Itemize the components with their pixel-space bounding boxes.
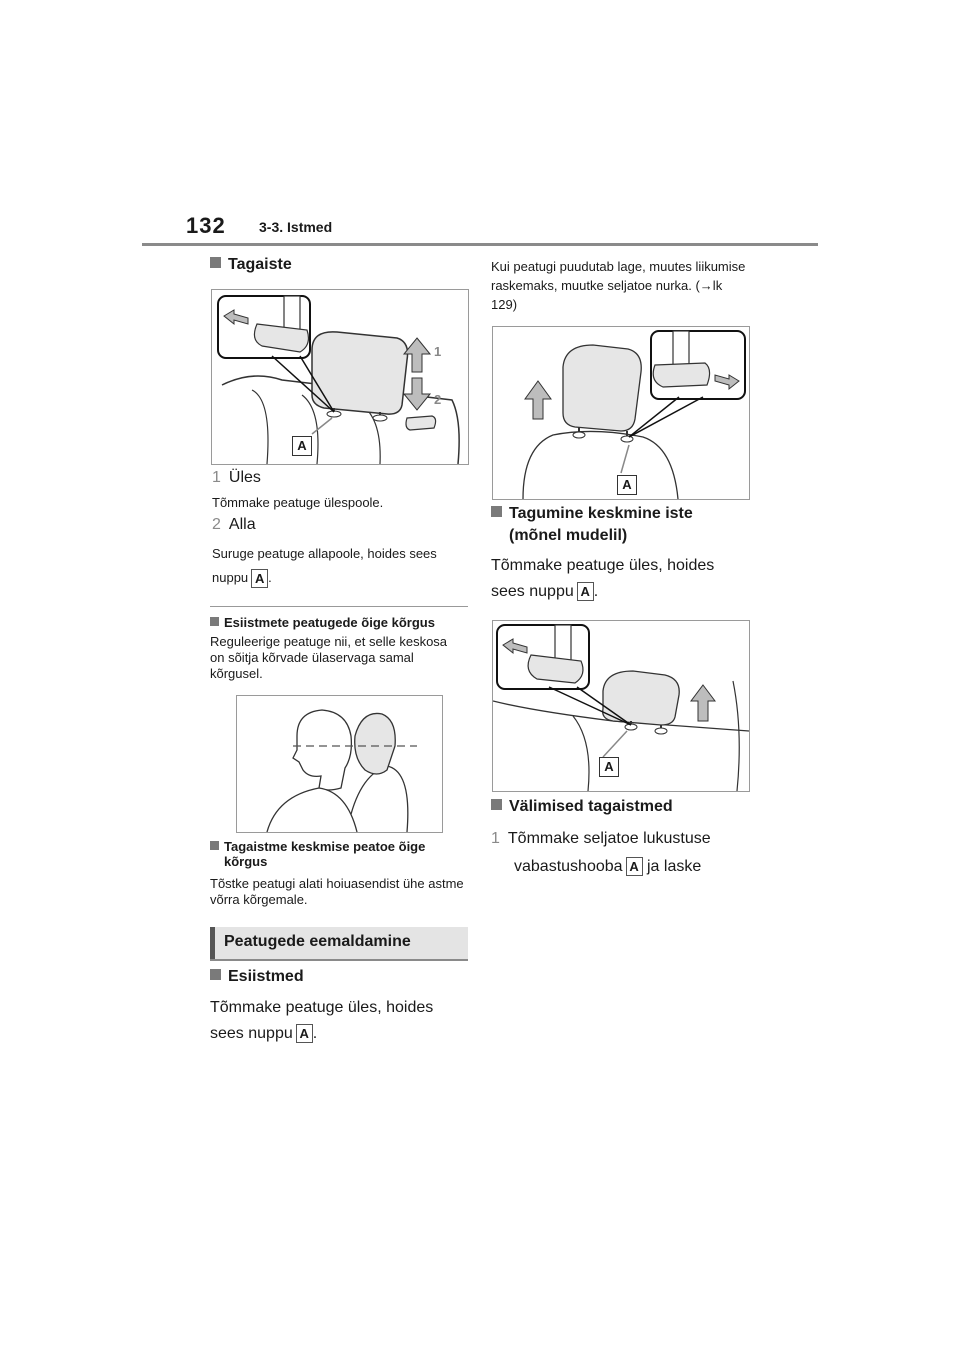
middle-text-line2: sees nuppu A . [491,583,599,600]
intro-ceiling-note: Kui peatugi puudutab lage, muutes liikumise raskemaks, muutke seljatoe nurka. (→lk 129) [491,259,746,312]
square-bullet-icon [210,841,219,850]
outer-step-1-line1: 1 Tõmmake seljatoe lukustuse [491,830,711,847]
button-a-badge: A [251,569,268,588]
step-2-text-cont: nuppu A . [212,570,272,587]
esiistmed-text-line1: Tõmmake peatuge üles, hoides [210,999,434,1016]
square-bullet-icon [491,799,502,810]
step-2-text: Suruge peatuge allapoole, hoides sees [212,546,437,561]
button-a-badge: A [626,857,643,876]
step-1-text: Tõmmake peatuge ülespoole. [212,495,384,510]
outer-step-1-line2: vabastushooba A ja laske [514,858,702,875]
figure-arrow-label-1: 1 [434,344,442,359]
figure-middle-headrest-removal [492,620,750,792]
square-bullet-icon [210,969,221,980]
heading-outer-seats: Välimised tagaistmed [491,798,673,816]
heading-middle-seat: Tagumine keskmine iste [491,505,693,523]
note-text-rear-middle: Tõstke peatugi alati hoiuasendist ühe astme võrra kõrgemale. [210,876,464,907]
square-bullet-icon [491,506,502,517]
button-a-badge: A [296,1024,313,1043]
figure-headrest-height-profile [236,695,443,833]
step-2-title: 2 Alla [212,516,256,533]
note-divider [210,606,468,607]
heading-tagaiste: Tagaiste [210,256,292,274]
square-bullet-icon [210,257,221,268]
note-heading-front-height: Esiistmete peatugede õige kõrgus [210,615,470,631]
section-title: 3-3. Istmed [259,219,333,235]
step-1-title: 1 Üles [212,469,261,486]
square-bullet-icon [210,617,219,626]
figure-front-headrest-removal [492,326,750,500]
heading-middle-seat-cont: (mõnel mudelil) [509,527,628,544]
page-number: 132 [186,213,226,238]
figure-callout-a: A [599,757,619,777]
section-heading-removal: Peatugede eemaldamine [210,927,468,959]
figure-arrow-label-2: 2 [434,392,442,407]
middle-text-line1: Tõmmake peatuge üles, hoides [491,557,715,574]
note-heading-rear-middle-cont: kõrgus [224,854,268,869]
figure-callout-a: A [292,436,312,456]
note-text-front-height: Reguleerige peatuge nii, et selle keskosa on sõitja kõrvade ülaservaga samal kõrgusel. [210,634,448,681]
note-heading-rear-middle: Tagaistme keskmise peatoe õige [210,839,470,855]
figure-rear-headrest-adjust [211,289,469,465]
esiistmed-text-line2: sees nuppu A . [210,1025,318,1042]
figure-callout-a: A [617,475,637,495]
button-a-badge: A [577,582,594,601]
header-divider [142,243,818,246]
heading-esiistmed: Esiistmed [210,968,304,986]
